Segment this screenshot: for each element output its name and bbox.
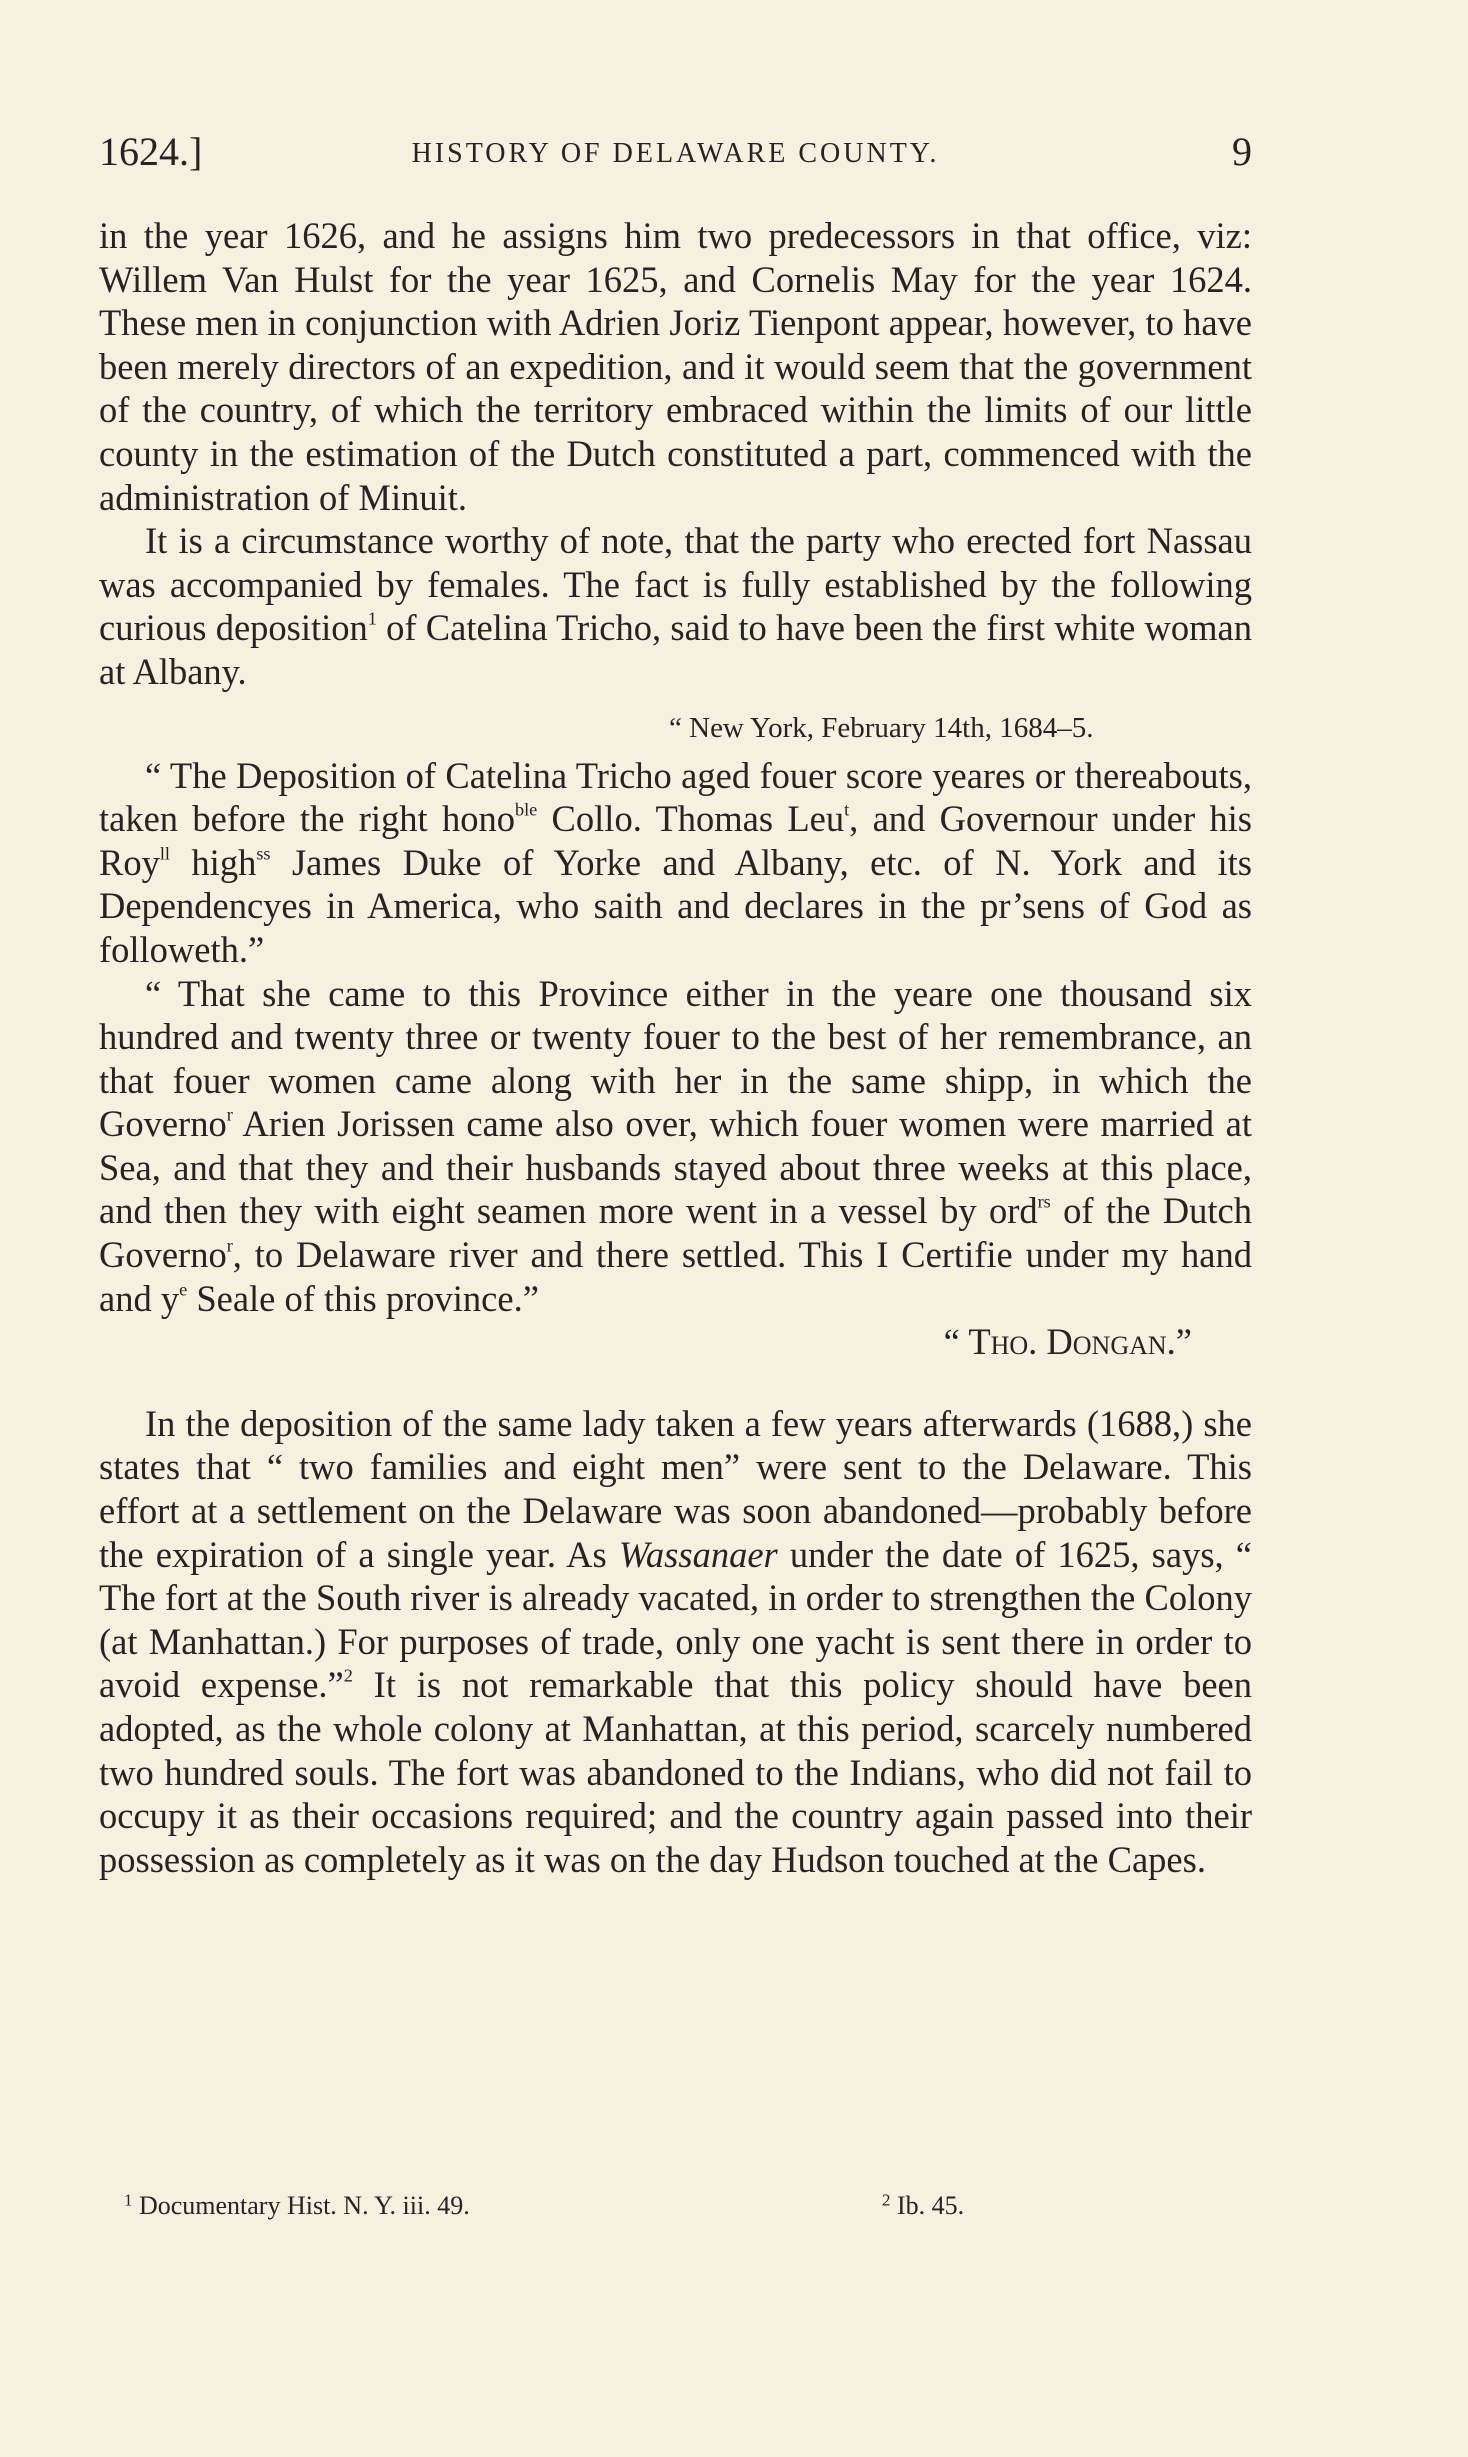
quote-2-text-5: Seale of this province.” [187,1277,539,1319]
quote-1-sup-4: ss [256,843,271,864]
quote-2-text-3: of the Dutch Governo [99,1190,1252,1276]
quote-1-text-5: James Duke of Yorke and Albany, etc. of N. York and its Dependencyes in America, who saith and declares in the pr’sens of God as followeth.” [99,841,1252,970]
quote-1-sup-1: ble [514,799,538,820]
footnote-1-mark: 1 [124,2190,133,2210]
quote-2-sup-1: r [226,1104,233,1125]
header-year: 1624.] [99,129,203,174]
footnote-ref-2[interactable]: 2 [343,1665,353,1686]
quote-2-sup-4: e [179,1279,188,1300]
paragraph-1: in the year 1626, and he assigns him two predecessors in that office, viz: Willem Van Hulst for the year 1625, and Cornelis May for the year 1624. These men in conjunction with Adrien Joriz Tienpont appear, however, to have been merely directors of an expedition, and it would seem that the government of the country, of which the territory embraced within the limits of our little county in the estimation of the Dutch constituted a part, commenced with the administration of Minuit. [99,215,1252,518]
paragraph-3 [99,1402,1252,1882]
paragraph-3-text-2: under the date of 1625, says, “ The fort at the South river is already vacated, in order to strengthen the Colony (at Manhattan.) For purposes of trade, only one yacht is sent there in order to avoid expense.” [99,1533,1252,1706]
body-text [99,214,1252,1881]
page-number: 9 [1232,129,1252,174]
header-title: HISTORY OF DELAWARE COUNTY. [411,138,940,169]
footnote-2 [882,2191,964,2221]
quote-1-text-4: high [170,841,257,883]
quote-2-text-4: , to Delaware river and there settled. This I Certifie under my hand and y [99,1234,1252,1319]
quote-2-text-1: “ That she came to this Province either in the yeare one thousand six hundred and twenty three or twenty fouer to the best of her remembrance, an that fouer women came along with her in the same shipp, in which the Governo [99,972,1252,1145]
paragraph-2 [99,519,1252,693]
wassanaer-italic: Wassanaer [618,1533,778,1575]
footnotes [124,2191,1224,2231]
quote-1-text-3: , and Governour under his Roy [99,798,1252,883]
footnote-ref-1[interactable]: 1 [367,608,377,629]
quote-1-sup-2: t [844,799,850,820]
paragraph-2-text-a: It is a circumstance worthy of note, that the party who erected fort Nassau was accompanied by females. The fact is fully established by the following curious deposition [99,520,1252,649]
deposition-quote-2 [99,972,1252,1321]
footnote-2-text: Ib. 45. [890,2191,965,2220]
footnote-2-mark: 2 [882,2190,891,2210]
quote-2-sup-2: rs [1037,1191,1051,1212]
quote-1-text-1: “ The Deposition of Catelina Tricho aged fouer score yeares or thereabouts, taken before the right hono [99,754,1252,840]
running-header [99,128,1252,178]
paragraph-3-text-3: It is not remarkable that this policy should have been adopted, as the whole colony at Manhattan, at this period, scarcely numbered two hundred souls. The fort was abandoned to the Indians, who did not fail to occupy it as their occasions required; and the country again passed into their possession as completely as it was on the day Hudson touched at the Capes. [99,1664,1252,1880]
quote-1-text-2: Collo. Thomas Leu [537,798,845,840]
signature-dongan: “ Tho. Dongan.” [943,1321,1192,1363]
footnote-1-text: Documentary Hist. N. Y. iii. 49. [132,2191,470,2220]
deposition-dateline: “ New York, February 14th, 1684–5. [669,711,1094,744]
quote-2-sup-3: r [226,1235,233,1256]
deposition-quote-1 [99,754,1252,972]
footnote-1 [124,2191,470,2221]
paragraph-2-text-b: of Catelina Tricho, said to have been the first white woman at Albany. [99,607,1252,692]
paragraph-3-text-1: In the deposition of the same lady taken a few years afterwards (1688,) she states that “ two families and eight men” were sent to the Delaware. This effort at a settlement on the Delaware was soon abandoned—probably before the expiration of a single year. As [99,1402,1252,1575]
quote-2-text-2: Arien Jorissen came also over, which fouer women were married at Sea, and that they and their husbands stayed about three weeks at this place, and then they with eight seamen more went in a vessel by ord [99,1103,1252,1232]
quote-1-sup-3: ll [159,843,171,864]
